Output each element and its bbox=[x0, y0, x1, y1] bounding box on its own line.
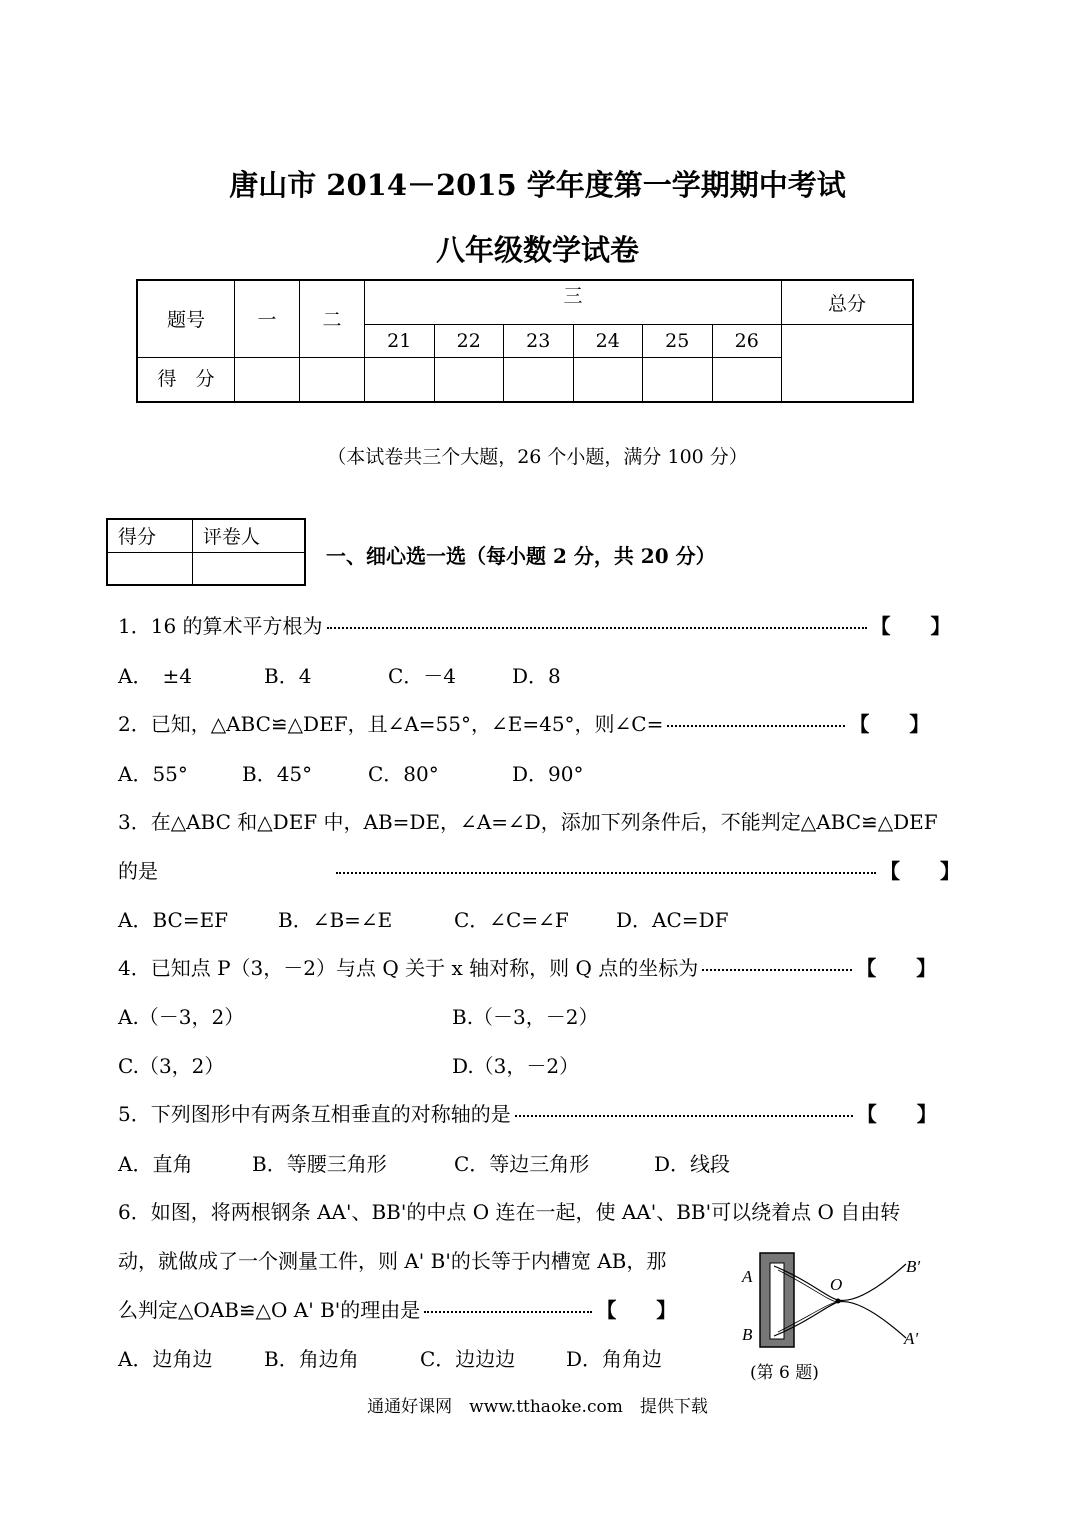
exam-note: （本试卷共三个大题，26 个小题，满分 100 分） bbox=[327, 446, 748, 468]
q3-option-b: B．∠B=∠E bbox=[278, 908, 393, 932]
q6-option-b: B．角边角 bbox=[264, 1347, 359, 1371]
q5-option-d: D．线段 bbox=[654, 1152, 731, 1176]
section-heading: 一、细心选一选（每小题 2 分，共 20 分） bbox=[326, 544, 716, 568]
q6-option-a: A．边角边 bbox=[118, 1347, 213, 1371]
pivot-point bbox=[836, 1299, 841, 1304]
q2-option-a: A．55° bbox=[118, 762, 188, 786]
sub-21: 21 bbox=[365, 324, 435, 357]
grader-score: 得分 bbox=[107, 519, 192, 552]
exam-title: 唐山市 2014－2015 学年度第一学期期中考试 bbox=[229, 168, 846, 202]
question-6-cont2: 么判定△OAB≌△O A' B'的理由是 【 】 bbox=[118, 1298, 677, 1322]
question-4: 4．已知点 P（3，－2）与点 Q 关于 x 轴对称，则 Q 点的坐标为 【 】 bbox=[118, 956, 937, 980]
q4-option-d: D.（3，－2） bbox=[452, 1054, 580, 1078]
q2-option-c: C．80° bbox=[368, 762, 439, 786]
label-o: O bbox=[830, 1275, 843, 1294]
grader-reviewer: 评卷人 bbox=[192, 519, 305, 552]
label-a: A bbox=[742, 1267, 753, 1286]
caliper-figure bbox=[738, 1250, 938, 1358]
q4-option-c: C.（3，2） bbox=[118, 1054, 225, 1078]
question-3-cont: 的是 【 】 bbox=[118, 859, 960, 883]
score-table bbox=[136, 279, 914, 403]
col-one: 一 bbox=[235, 280, 300, 357]
groove-slot bbox=[770, 1263, 784, 1339]
q3-option-c: C．∠C=∠F bbox=[454, 908, 569, 932]
col-total: 总分 bbox=[782, 280, 914, 324]
question-6-cont: 动，就做成了一个测量工件，则 A' B'的长等于内槽宽 AB，那 bbox=[118, 1249, 667, 1273]
sub-25: 25 bbox=[643, 324, 713, 357]
total-cell bbox=[782, 324, 914, 402]
figure-caption: (第 6 题) bbox=[750, 1363, 819, 1383]
q2-option-d: D．90° bbox=[512, 762, 584, 786]
sub-22: 22 bbox=[434, 324, 504, 357]
sub-26: 26 bbox=[712, 324, 782, 357]
q1-option-c: C．－4 bbox=[388, 664, 457, 688]
q6-option-d: D．角角边 bbox=[566, 1347, 663, 1371]
question-1: 1．16 的算术平方根为 【 】 bbox=[118, 614, 951, 638]
q5-option-a: A．直角 bbox=[118, 1152, 193, 1176]
question-3: 3．在△ABC 和△DEF 中，AB=DE，∠A=∠D，添加下列条件后，不能判定△ABC≌△DEF bbox=[118, 810, 938, 834]
label-b: B bbox=[742, 1325, 753, 1344]
q3-option-d: D．AC=DF bbox=[616, 908, 729, 932]
label-b-prime: B' bbox=[906, 1257, 921, 1276]
q1-option-b: B．4 bbox=[264, 664, 312, 688]
q6-option-c: C．边边边 bbox=[420, 1347, 516, 1371]
score-label: 得 分 bbox=[137, 357, 235, 402]
sub-24: 24 bbox=[573, 324, 643, 357]
exam-subtitle: 八年级数学试卷 bbox=[435, 233, 639, 267]
col-two: 二 bbox=[300, 280, 365, 357]
question-6: 6．如图，将两根钢条 AA'、BB'的中点 O 连在一起，使 AA'、BB'可以绕着点 O 自由转 bbox=[118, 1200, 901, 1224]
q2-option-b: B．45° bbox=[242, 762, 313, 786]
q4-option-b: B.（－3，－2） bbox=[452, 1005, 599, 1029]
footer-credit: 通通好课网 www.tthaoke.com 提供下载 bbox=[367, 1397, 708, 1417]
sub-23: 23 bbox=[504, 324, 574, 357]
grader-table bbox=[106, 518, 306, 586]
question-5: 5．下列图形中有两条互相垂直的对称轴的是 【 】 bbox=[118, 1102, 937, 1126]
q4-option-a: A.（－3，2） bbox=[118, 1005, 245, 1029]
q5-option-b: B．等腰三角形 bbox=[252, 1152, 387, 1176]
q1-option-d: D．8 bbox=[512, 664, 561, 688]
q5-option-c: C．等边三角形 bbox=[454, 1152, 590, 1176]
q1-option-a: A． ±4 bbox=[118, 664, 192, 688]
row-label: 题号 bbox=[137, 280, 235, 357]
col-three: 三 bbox=[365, 280, 782, 324]
label-a-prime: A' bbox=[904, 1329, 919, 1348]
q3-option-a: A．BC=EF bbox=[118, 908, 229, 932]
question-2: 2．已知，△ABC≌△DEF，且∠A=55°，∠E=45°，则∠C= 【 】 bbox=[118, 712, 930, 736]
